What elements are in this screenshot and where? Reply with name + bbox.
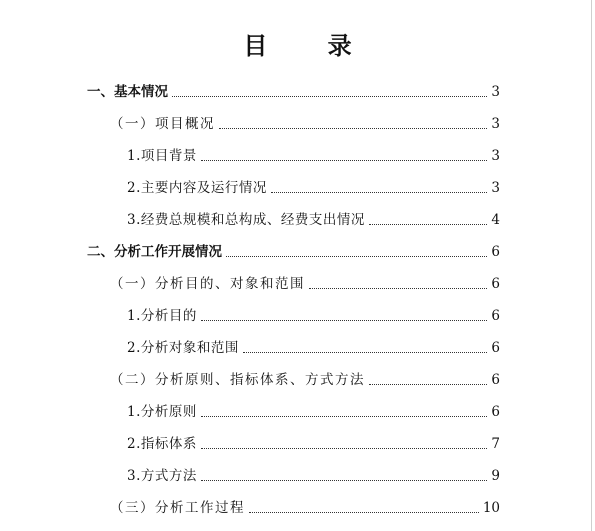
toc-entry-label: 1.项目背景 xyxy=(127,148,197,164)
toc-dot-leader xyxy=(201,159,488,161)
toc-entry-label: 一、基本情况 xyxy=(87,84,168,100)
toc-dot-leader xyxy=(309,287,487,289)
toc-entry[interactable] xyxy=(127,210,500,230)
toc-entry-page-number: 4 xyxy=(491,212,500,228)
toc-entry-label: （二）分析原则、指标体系、方式方法 xyxy=(110,372,365,388)
toc-entry-label: 1.分析目的 xyxy=(127,308,197,324)
toc-entry-page-number: 3 xyxy=(491,180,500,196)
toc-entry-page-number: 9 xyxy=(491,468,500,484)
toc-entry-page-number: 6 xyxy=(491,340,500,356)
toc-entry-page-number: 6 xyxy=(491,404,500,420)
toc-entry[interactable] xyxy=(127,338,500,358)
toc-title: 目 录 xyxy=(243,31,378,60)
toc-entry-label: 3.方式方法 xyxy=(127,468,197,484)
toc-dot-leader xyxy=(201,319,488,321)
toc-entry[interactable] xyxy=(87,82,500,102)
toc-entry-label: 二、分析工作开展情况 xyxy=(87,244,222,260)
toc-dot-leader xyxy=(369,223,488,225)
toc-entry-label: 1.分析原则 xyxy=(127,404,197,420)
toc-dot-leader xyxy=(201,447,488,449)
toc-entry[interactable] xyxy=(127,146,500,166)
toc-entry[interactable] xyxy=(110,114,500,134)
toc-dot-leader xyxy=(249,511,479,513)
toc-entry-label: 2.指标体系 xyxy=(127,436,197,452)
toc-entry-page-number: 6 xyxy=(491,244,500,260)
toc-entry[interactable] xyxy=(110,370,500,390)
toc-entry[interactable] xyxy=(127,402,500,422)
toc-entry[interactable] xyxy=(87,242,500,262)
toc-entry-label: （三）分析工作过程 xyxy=(110,500,245,516)
toc-entry-page-number: 10 xyxy=(482,500,500,516)
toc-entry-page-number: 6 xyxy=(491,308,500,324)
toc-dot-leader xyxy=(369,383,487,385)
toc-entry[interactable] xyxy=(110,274,500,294)
toc-entry-label: （一）项目概况 xyxy=(110,116,215,132)
toc-dot-leader xyxy=(226,255,487,257)
toc-entry-page-number: 7 xyxy=(491,436,500,452)
toc-entry-page-number: 6 xyxy=(491,372,500,388)
toc-entry-label: 3.经费总规模和总构成、经费支出情况 xyxy=(127,212,365,228)
toc-entry[interactable] xyxy=(127,178,500,198)
toc-entry-page-number: 3 xyxy=(491,148,500,164)
toc-entry[interactable] xyxy=(127,466,500,486)
toc-entry-page-number: 6 xyxy=(491,276,500,292)
toc-entry[interactable] xyxy=(110,498,500,518)
toc-dot-leader xyxy=(201,415,488,417)
toc-entry-page-number: 3 xyxy=(491,84,500,100)
toc-entry-label: 2.主要内容及运行情况 xyxy=(127,180,267,196)
toc-entry[interactable] xyxy=(127,434,500,454)
toc-dot-leader xyxy=(172,95,487,97)
toc-dot-leader xyxy=(271,191,488,193)
toc-entry[interactable] xyxy=(127,306,500,326)
toc-entry-label: （一）分析目的、对象和范围 xyxy=(110,276,305,292)
toc-entry-label: 2.分析对象和范围 xyxy=(127,340,239,356)
toc-entry-page-number: 3 xyxy=(491,116,500,132)
toc-dot-leader xyxy=(201,479,488,481)
toc-dot-leader xyxy=(219,127,487,129)
toc-dot-leader xyxy=(243,351,488,353)
